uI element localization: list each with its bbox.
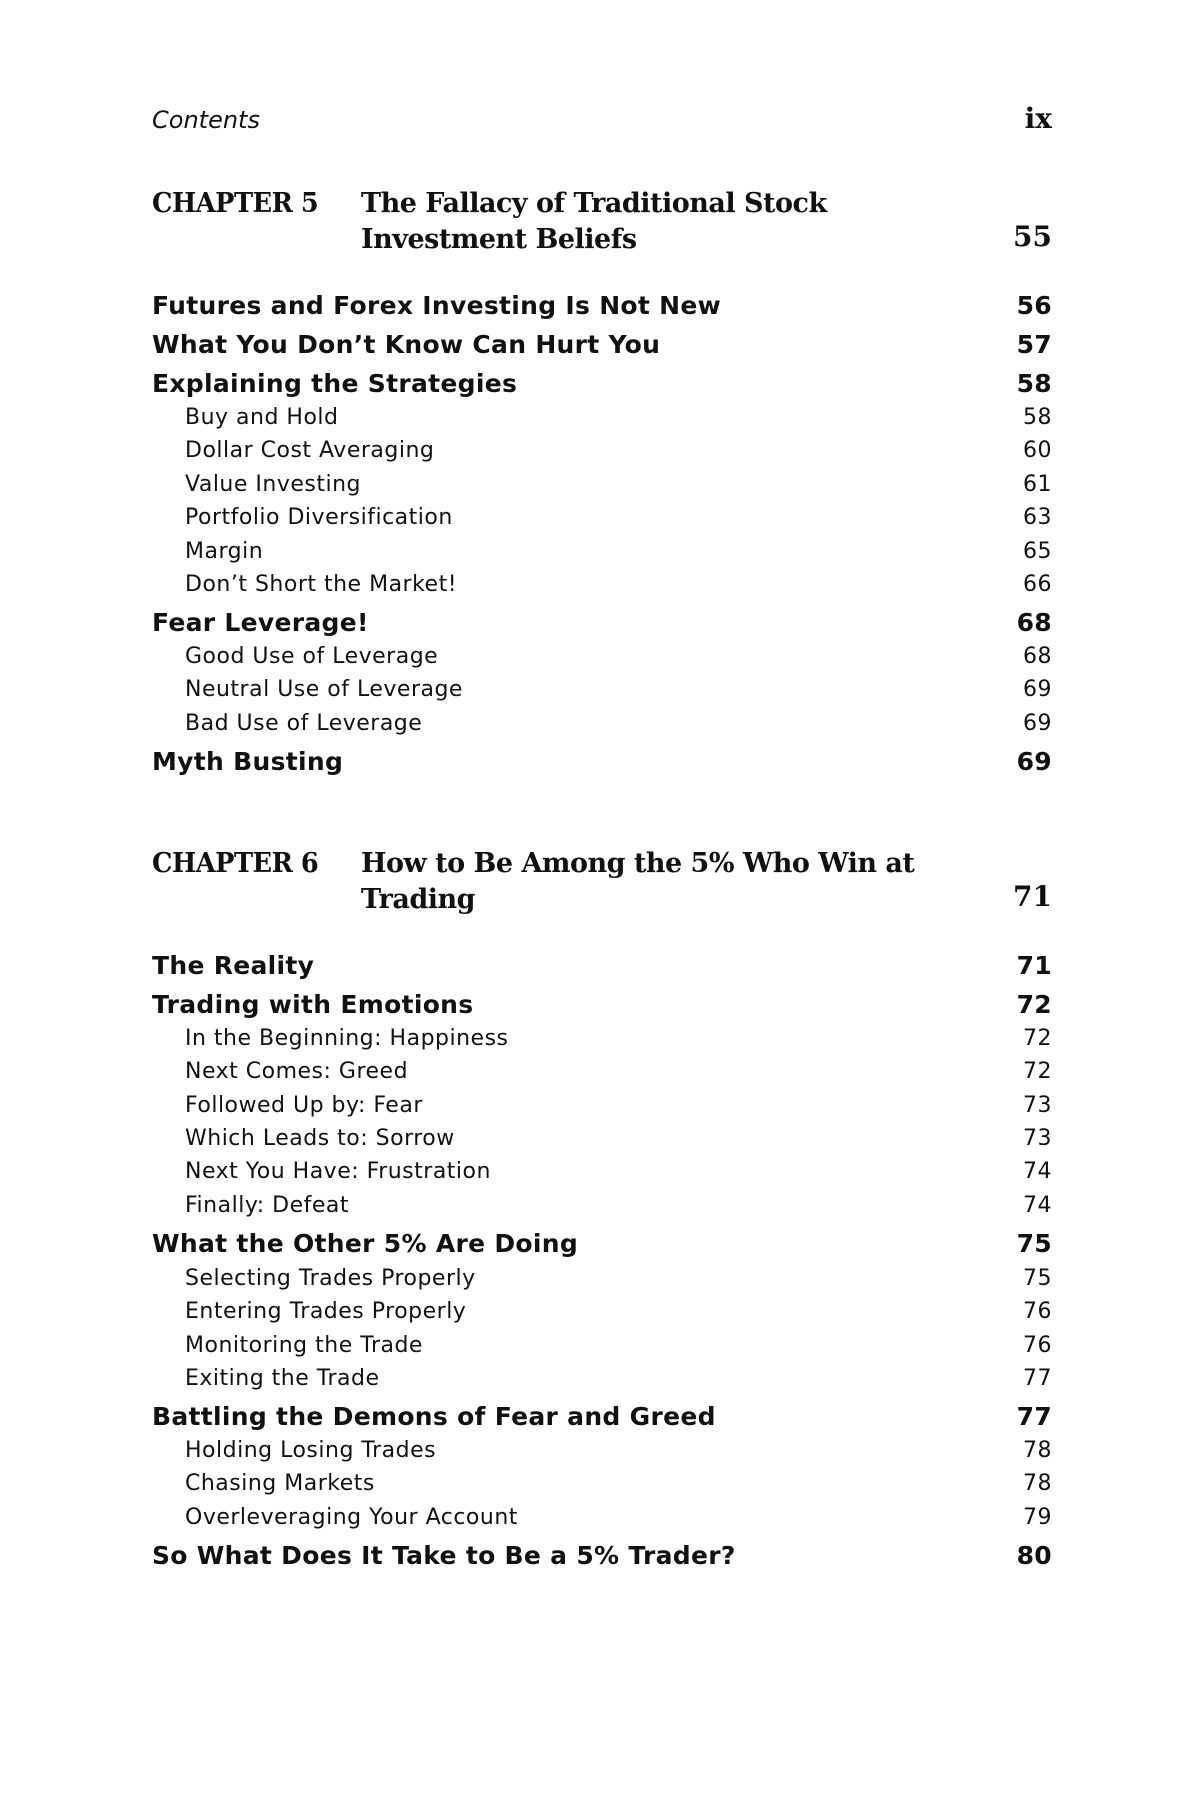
chapter-title-line[interactable]: How to Be Among the 5% Who Win at: [361, 848, 915, 879]
entry-page-number: 71: [1016, 951, 1052, 980]
entry-page-number: 56: [1016, 291, 1052, 320]
entry-page-number: 69: [1023, 677, 1052, 702]
toc-subsection-entry[interactable]: [152, 1362, 1052, 1396]
entry-title: Futures and Forex Investing Is Not New: [152, 291, 722, 320]
toc-section-entry[interactable]: [152, 367, 1052, 401]
entry-page-number: 72: [1023, 1026, 1052, 1051]
toc-section-entry[interactable]: [152, 988, 1052, 1022]
entry-page-number: 72: [1023, 1059, 1052, 1084]
entry-title: Next Comes: Greed: [185, 1059, 409, 1084]
entry-title: Which Leads to: Sorrow: [185, 1126, 455, 1151]
toc-subsection-entry[interactable]: [152, 434, 1052, 468]
toc-section-entry[interactable]: [152, 1227, 1052, 1261]
entry-page-number: 65: [1023, 539, 1052, 564]
entry-title: Monitoring the Trade: [185, 1333, 423, 1358]
entry-title: Overleveraging Your Account: [185, 1505, 518, 1530]
entry-page-number: 77: [1016, 1402, 1052, 1431]
entry-page-number: 63: [1023, 505, 1052, 530]
toc-subsection-entry[interactable]: [152, 1155, 1052, 1189]
toc-subsection-entry[interactable]: [152, 707, 1052, 741]
entry-page-number: 79: [1023, 1505, 1052, 1530]
entry-page-number: 76: [1023, 1333, 1052, 1358]
chapter-page-number: 55: [1013, 220, 1052, 253]
entry-page-number: 60: [1023, 438, 1052, 463]
entry-title: Bad Use of Leverage: [185, 711, 423, 736]
chapter-page-number: 71: [1013, 880, 1052, 913]
entry-title: Margin: [185, 539, 264, 564]
entry-title: Chasing Markets: [185, 1471, 375, 1496]
entry-page-number: 61: [1023, 472, 1052, 497]
entry-page-number: 58: [1023, 405, 1052, 430]
toc-subsection-entry[interactable]: [152, 1055, 1052, 1089]
entry-page-number: 73: [1023, 1126, 1052, 1151]
entry-title: Battling the Demons of Fear and Greed: [152, 1402, 716, 1431]
entry-title: The Reality: [152, 951, 315, 980]
entry-title: What You Don’t Know Can Hurt You: [152, 330, 661, 359]
toc-section-entry[interactable]: [152, 289, 1052, 323]
entry-page-number: 66: [1023, 572, 1052, 597]
toc-subsection-entry[interactable]: [152, 1295, 1052, 1329]
toc-subsection-entry[interactable]: [152, 640, 1052, 674]
entry-page-number: 68: [1016, 608, 1052, 637]
entry-page-number: 57: [1016, 330, 1052, 359]
entry-title: Fear Leverage!: [152, 608, 369, 637]
entry-title: Exiting the Trade: [185, 1366, 380, 1391]
entry-title: Finally: Defeat: [185, 1193, 350, 1218]
chapter-title-line[interactable]: The Fallacy of Traditional Stock: [361, 188, 827, 219]
entry-title: Buy and Hold: [185, 405, 339, 430]
toc-subsection-entry[interactable]: [152, 1122, 1052, 1156]
toc-subsection-entry[interactable]: [152, 1329, 1052, 1363]
toc-section-entry[interactable]: [152, 949, 1052, 983]
toc-section-entry[interactable]: [152, 328, 1052, 362]
entry-title: Trading with Emotions: [152, 990, 474, 1019]
entry-title: Myth Busting: [152, 747, 344, 776]
toc-section-entry[interactable]: [152, 745, 1052, 779]
toc-subsection-entry[interactable]: [152, 401, 1052, 435]
entry-title: Explaining the Strategies: [152, 369, 518, 398]
entry-page-number: 80: [1016, 1541, 1052, 1570]
entry-title: So What Does It Take to Be a 5% Trader?: [152, 1541, 736, 1570]
entry-title: Don’t Short the Market!: [185, 572, 458, 597]
toc-subsection-entry[interactable]: [152, 468, 1052, 502]
entry-page-number: 74: [1023, 1159, 1052, 1184]
entry-title: In the Beginning: Happiness: [185, 1026, 509, 1051]
entry-page-number: 78: [1023, 1438, 1052, 1463]
entry-title: Selecting Trades Properly: [185, 1266, 476, 1291]
entry-title: Entering Trades Properly: [185, 1299, 467, 1324]
entry-title: Good Use of Leverage: [185, 644, 439, 669]
chapter-label: CHAPTER 5: [152, 188, 319, 219]
entry-page-number: 75: [1016, 1229, 1052, 1258]
toc-subsection-entry[interactable]: [152, 1089, 1052, 1123]
entry-title: Dollar Cost Averaging: [185, 438, 435, 463]
entry-title: Portfolio Diversification: [185, 505, 453, 530]
toc-subsection-entry[interactable]: [152, 535, 1052, 569]
toc-subsection-entry[interactable]: [152, 673, 1052, 707]
entry-title: Next You Have: Frustration: [185, 1159, 491, 1184]
entry-title: Followed Up by: Fear: [185, 1093, 423, 1118]
entry-title: Value Investing: [185, 472, 362, 497]
chapter-title-line[interactable]: Investment Beliefs: [361, 224, 637, 255]
toc-section-entry[interactable]: [152, 606, 1052, 640]
entry-page-number: 69: [1023, 711, 1052, 736]
toc-subsection-entry[interactable]: [152, 568, 1052, 602]
entry-page-number: 73: [1023, 1093, 1052, 1118]
chapter-title-line[interactable]: Trading: [361, 884, 475, 915]
toc-subsection-entry[interactable]: [152, 1501, 1052, 1535]
entry-page-number: 78: [1023, 1471, 1052, 1496]
entry-title: Neutral Use of Leverage: [185, 677, 463, 702]
entry-page-number: 58: [1016, 369, 1052, 398]
entry-title: What the Other 5% Are Doing: [152, 1229, 579, 1258]
entry-page-number: 72: [1016, 990, 1052, 1019]
toc-subsection-entry[interactable]: [152, 1022, 1052, 1056]
entry-page-number: 69: [1016, 747, 1052, 776]
toc-subsection-entry[interactable]: [152, 1434, 1052, 1468]
entry-page-number: 77: [1023, 1366, 1052, 1391]
toc-subsection-entry[interactable]: [152, 1262, 1052, 1296]
page-number: ix: [1024, 102, 1052, 135]
entry-page-number: 76: [1023, 1299, 1052, 1324]
running-header-title: Contents: [152, 106, 260, 134]
toc-section-entry[interactable]: [152, 1400, 1052, 1434]
toc-subsection-entry[interactable]: [152, 501, 1052, 535]
chapter-label: CHAPTER 6: [152, 848, 319, 879]
entry-page-number: 75: [1023, 1266, 1052, 1291]
entry-title: Holding Losing Trades: [185, 1438, 437, 1463]
entry-page-number: 74: [1023, 1193, 1052, 1218]
toc-section-entry[interactable]: [152, 1539, 1052, 1573]
entry-page-number: 68: [1023, 644, 1052, 669]
toc-subsection-entry[interactable]: [152, 1467, 1052, 1501]
toc-subsection-entry[interactable]: [152, 1189, 1052, 1223]
